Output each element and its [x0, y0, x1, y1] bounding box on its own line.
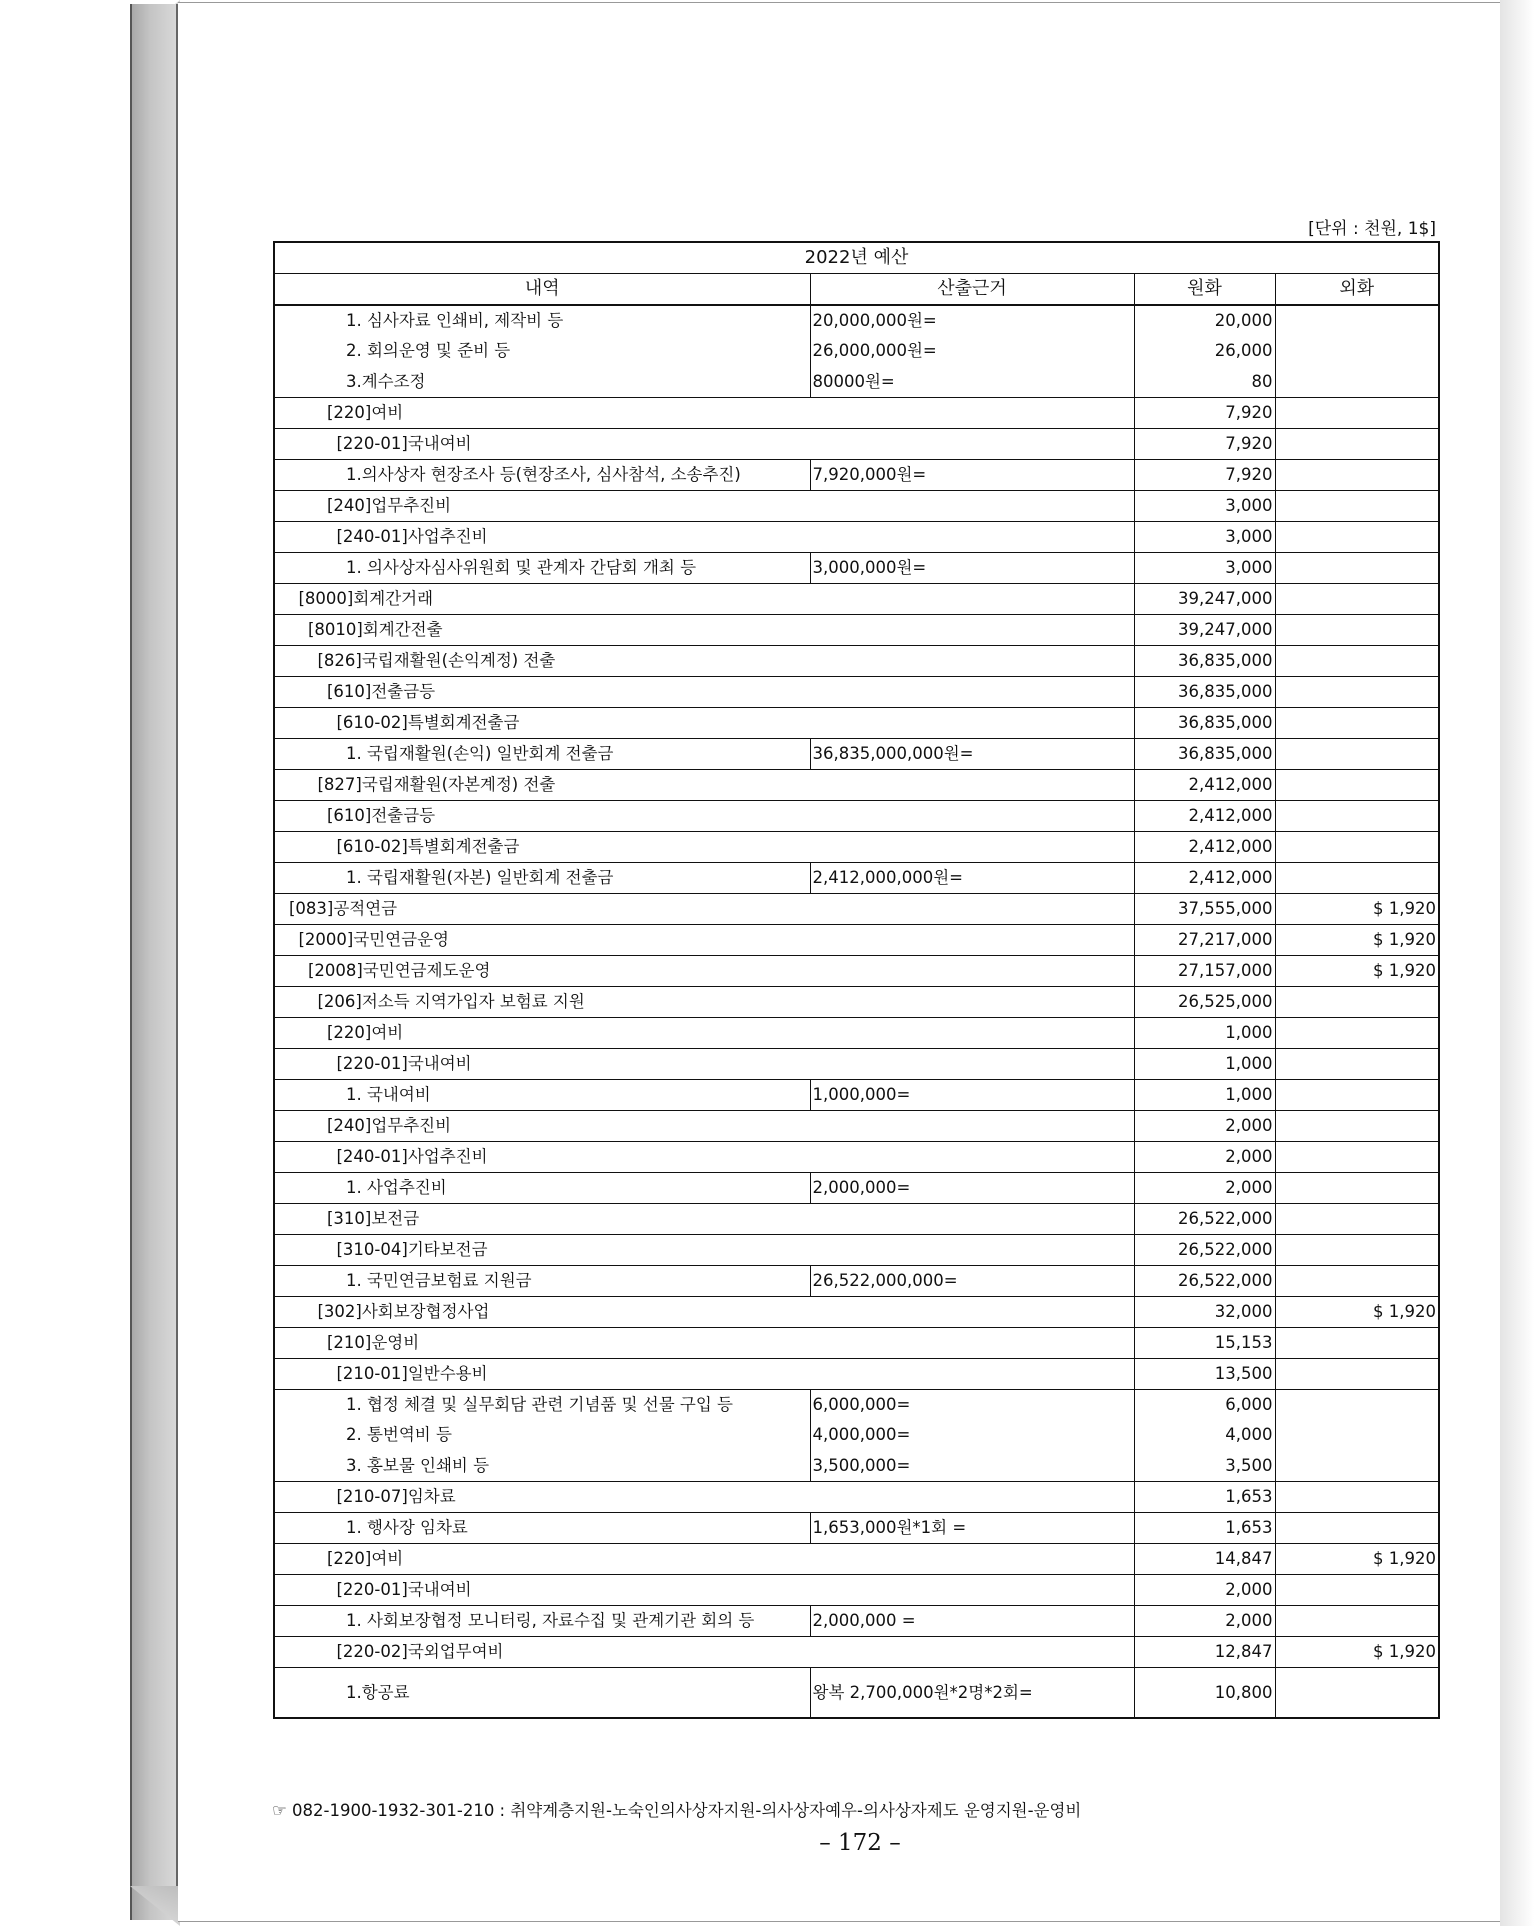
- row-krw-amount: 7,920: [1134, 459, 1275, 490]
- row-description: [2008]국민연금제도운영: [274, 955, 1134, 986]
- row-description: 1. 국립재활원(자본) 일반회계 전출금: [274, 862, 810, 893]
- row-krw-amount: 39,247,000: [1134, 583, 1275, 614]
- row-description: [8010]회계간전출: [274, 614, 1134, 645]
- row-krw-amount: 3,000: [1134, 521, 1275, 552]
- table-row: [274, 1265, 1439, 1296]
- row-description: [220-01]국내여비: [274, 1574, 1134, 1605]
- table-row: [274, 924, 1439, 955]
- row-description: [302]사회보장협정사업: [274, 1296, 1134, 1327]
- table-row: [274, 1296, 1439, 1327]
- budget-table: [273, 241, 1440, 1719]
- row-fx-amount: [1275, 769, 1439, 800]
- table-row: [274, 1048, 1439, 1079]
- row-krw-amount: 1,000: [1134, 1079, 1275, 1110]
- row-description: 1. 사회보장협정 모니터링, 자료수집 및 관계기관 회의 등: [274, 1605, 810, 1636]
- row-fx-amount: [1275, 738, 1439, 769]
- row-fx-amount: [1275, 1017, 1439, 1048]
- row-description: 1. 국립재활원(손익) 일반회계 전출금: [274, 738, 810, 769]
- row-krw-amount: 3,000: [1134, 552, 1275, 583]
- column-header-fx: 외화: [1275, 274, 1439, 306]
- row-basis: 왕복 2,700,000원*2명*2회=: [810, 1667, 1134, 1718]
- row-basis: 2,000,000=: [810, 1172, 1134, 1203]
- row-fx-amount: [1275, 676, 1439, 707]
- row-fx-amount: [1275, 1265, 1439, 1296]
- row-krw-amount: 13,500: [1134, 1358, 1275, 1389]
- row-description: [827]국립재활원(자본계정) 전출: [274, 769, 1134, 800]
- row-basis: 36,835,000,000원=: [810, 738, 1134, 769]
- row-fx-amount: [1275, 552, 1439, 583]
- table-row: [274, 490, 1439, 521]
- row-krw-amount: 1,653: [1134, 1481, 1275, 1512]
- row-fx-amount: [1275, 1420, 1439, 1451]
- table-row: [274, 1420, 1439, 1451]
- row-description: 3.계수조정: [346, 371, 426, 391]
- row-description: [8000]회계간거래: [274, 583, 1134, 614]
- table-row: [274, 1512, 1439, 1543]
- row-description: [083]공적연금: [274, 893, 1134, 924]
- column-header-basis: 산출근거: [810, 274, 1134, 306]
- row-description: [610-02]특별회계전출금: [274, 707, 1134, 738]
- row-description: 1. 사업추진비: [274, 1172, 810, 1203]
- row-description: [826]국립재활원(손익계정) 전출: [274, 645, 1134, 676]
- row-krw-amount: 14,847: [1134, 1543, 1275, 1574]
- table-row: [274, 1605, 1439, 1636]
- row-description: [240-01]사업추진비: [274, 521, 1134, 552]
- row-description: 1.항공료: [274, 1667, 810, 1718]
- table-row: [274, 1543, 1439, 1574]
- table-row: [274, 676, 1439, 707]
- row-basis: 4,000,000=: [810, 1420, 1134, 1451]
- table-row: [274, 1481, 1439, 1512]
- table-row: [274, 305, 1439, 336]
- row-krw-amount: 2,412,000: [1134, 831, 1275, 862]
- row-krw-amount: 7,920: [1134, 397, 1275, 428]
- row-fx-amount: [1275, 305, 1439, 336]
- table-row: [274, 1079, 1439, 1110]
- row-fx-amount: [1275, 1048, 1439, 1079]
- table-row: [274, 1203, 1439, 1234]
- row-description: [220]여비: [274, 397, 1134, 428]
- row-krw-amount: 27,157,000: [1134, 955, 1275, 986]
- row-description: 2. 회의운영 및 준비 등: [346, 341, 511, 361]
- row-fx-amount: [1275, 367, 1439, 398]
- row-basis: 26,522,000,000=: [810, 1265, 1134, 1296]
- row-fx-amount: [1275, 428, 1439, 459]
- row-description: [240]업무추진비: [274, 490, 1134, 521]
- row-krw-amount: 26,000: [1134, 336, 1275, 367]
- row-description: [210]운영비: [274, 1327, 1134, 1358]
- row-krw-amount: 2,000: [1134, 1172, 1275, 1203]
- row-fx-amount: [1275, 1079, 1439, 1110]
- row-description: 1. 국민연금보험료 지원금: [274, 1265, 810, 1296]
- row-description: [220-02]국외업무여비: [274, 1636, 1134, 1667]
- row-description: [310]보전금: [274, 1203, 1134, 1234]
- row-krw-amount: 2,000: [1134, 1574, 1275, 1605]
- row-krw-amount: 2,412,000: [1134, 800, 1275, 831]
- table-row: [274, 955, 1439, 986]
- row-description: [610]전출금등: [274, 676, 1134, 707]
- row-description: [206]저소득 지역가입자 보험료 지원: [274, 986, 1134, 1017]
- row-basis: 26,000,000원=: [810, 336, 1134, 367]
- row-krw-amount: 80: [1134, 367, 1275, 398]
- row-fx-amount: $ 1,920: [1275, 924, 1439, 955]
- row-krw-amount: 3,000: [1134, 490, 1275, 521]
- row-fx-amount: [1275, 1481, 1439, 1512]
- table-row: [274, 893, 1439, 924]
- row-description: [210-07]임차료: [274, 1481, 1134, 1512]
- row-description: [240-01]사업추진비: [274, 1141, 1134, 1172]
- row-fx-amount: $ 1,920: [1275, 893, 1439, 924]
- row-fx-amount: [1275, 614, 1439, 645]
- row-basis: 20,000,000원=: [810, 305, 1134, 336]
- row-krw-amount: 26,522,000: [1134, 1203, 1275, 1234]
- row-krw-amount: 10,800: [1134, 1667, 1275, 1718]
- row-description: [220-01]국내여비: [274, 1048, 1134, 1079]
- row-krw-amount: 7,920: [1134, 428, 1275, 459]
- row-description: [210-01]일반수용비: [274, 1358, 1134, 1389]
- table-row: [274, 1172, 1439, 1203]
- row-fx-amount: [1275, 397, 1439, 428]
- table-row: [274, 1017, 1439, 1048]
- row-fx-amount: [1275, 1358, 1439, 1389]
- row-fx-amount: [1275, 1234, 1439, 1265]
- table-row: [274, 336, 1439, 367]
- row-fx-amount: [1275, 707, 1439, 738]
- row-fx-amount: [1275, 986, 1439, 1017]
- row-description: 3. 홍보물 인쇄비 등: [346, 1455, 490, 1475]
- row-krw-amount: 26,522,000: [1134, 1234, 1275, 1265]
- table-row: [274, 1141, 1439, 1172]
- table-row: [274, 1574, 1439, 1605]
- row-fx-amount: [1275, 459, 1439, 490]
- row-krw-amount: 36,835,000: [1134, 707, 1275, 738]
- table-row: [274, 428, 1439, 459]
- row-description: [2000]국민연금운영: [274, 924, 1134, 955]
- row-fx-amount: $ 1,920: [1275, 1296, 1439, 1327]
- table-row: [274, 769, 1439, 800]
- row-basis: 6,000,000=: [810, 1389, 1134, 1420]
- row-krw-amount: 32,000: [1134, 1296, 1275, 1327]
- row-description: 2. 통번역비 등: [346, 1425, 452, 1445]
- table-row: [274, 1110, 1439, 1141]
- table-title: 2022년 예산: [274, 242, 1439, 274]
- row-basis: 7,920,000원=: [810, 459, 1134, 490]
- row-basis: 3,000,000원=: [810, 552, 1134, 583]
- table-row: [274, 397, 1439, 428]
- row-krw-amount: 1,000: [1134, 1048, 1275, 1079]
- row-krw-amount: 2,000: [1134, 1110, 1275, 1141]
- row-krw-amount: 3,500: [1134, 1451, 1275, 1482]
- row-fx-amount: [1275, 1574, 1439, 1605]
- row-fx-amount: [1275, 831, 1439, 862]
- row-fx-amount: [1275, 645, 1439, 676]
- table-row: [274, 1636, 1439, 1667]
- row-krw-amount: 1,653: [1134, 1512, 1275, 1543]
- row-fx-amount: [1275, 1172, 1439, 1203]
- row-krw-amount: 12,847: [1134, 1636, 1275, 1667]
- row-basis: 2,000,000 =: [810, 1605, 1134, 1636]
- row-fx-amount: [1275, 1327, 1439, 1358]
- row-krw-amount: 36,835,000: [1134, 738, 1275, 769]
- row-basis: 1,000,000=: [810, 1079, 1134, 1110]
- row-krw-amount: 36,835,000: [1134, 676, 1275, 707]
- row-basis: 3,500,000=: [810, 1451, 1134, 1482]
- unit-label: [단위 : 천원, 1$]: [1308, 219, 1436, 239]
- row-fx-amount: [1275, 583, 1439, 614]
- row-basis: 2,412,000,000원=: [810, 862, 1134, 893]
- row-fx-amount: [1275, 1605, 1439, 1636]
- table-row: [274, 862, 1439, 893]
- table-row: [274, 583, 1439, 614]
- column-header-desc: 내역: [274, 274, 810, 306]
- row-description: 1. 국내여비: [274, 1079, 810, 1110]
- table-row: [274, 645, 1439, 676]
- row-description: 1. 심사자료 인쇄비, 제작비 등: [346, 311, 564, 330]
- row-fx-amount: [1275, 490, 1439, 521]
- row-description: 1.의사상자 현장조사 등(현장조사, 심사참석, 소송추진): [274, 459, 810, 490]
- row-fx-amount: [1275, 1110, 1439, 1141]
- row-fx-amount: [1275, 1512, 1439, 1543]
- row-fx-amount: [1275, 862, 1439, 893]
- row-fx-amount: [1275, 1389, 1439, 1420]
- row-krw-amount: 26,525,000: [1134, 986, 1275, 1017]
- table-row: [274, 1327, 1439, 1358]
- row-krw-amount: 26,522,000: [1134, 1265, 1275, 1296]
- row-krw-amount: 4,000: [1134, 1420, 1275, 1451]
- table-body: [274, 305, 1439, 1718]
- row-fx-amount: [1275, 1141, 1439, 1172]
- row-fx-amount: [1275, 1451, 1439, 1482]
- row-krw-amount: 39,247,000: [1134, 614, 1275, 645]
- row-krw-amount: 27,217,000: [1134, 924, 1275, 955]
- row-krw-amount: 36,835,000: [1134, 645, 1275, 676]
- row-krw-amount: 20,000: [1134, 305, 1275, 336]
- table-row: [274, 831, 1439, 862]
- row-krw-amount: 1,000: [1134, 1017, 1275, 1048]
- page-number: – 172 –: [819, 1830, 901, 1856]
- row-basis: 80000원=: [810, 367, 1134, 398]
- row-description: [220]여비: [274, 1017, 1134, 1048]
- row-fx-amount: [1275, 1203, 1439, 1234]
- row-description: [220]여비: [274, 1543, 1134, 1574]
- row-krw-amount: 37,555,000: [1134, 893, 1275, 924]
- row-fx-amount: [1275, 521, 1439, 552]
- row-krw-amount: 15,153: [1134, 1327, 1275, 1358]
- table-row: [274, 1667, 1439, 1718]
- row-description: [220-01]국내여비: [274, 428, 1134, 459]
- table-row: [274, 1389, 1439, 1420]
- table-row: [274, 521, 1439, 552]
- page-shadow: [1500, 0, 1534, 1926]
- row-description: [240]업무추진비: [274, 1110, 1134, 1141]
- column-header-krw: 원화: [1134, 274, 1275, 306]
- table-row: [274, 459, 1439, 490]
- table-row: [274, 1234, 1439, 1265]
- table-row: [274, 738, 1439, 769]
- row-fx-amount: $ 1,920: [1275, 1543, 1439, 1574]
- table-row: [274, 986, 1439, 1017]
- row-description: 1. 의사상자심사위원회 및 관계자 간담회 개최 등: [274, 552, 810, 583]
- table-row: [274, 614, 1439, 645]
- row-description: [610]전출금등: [274, 800, 1134, 831]
- row-krw-amount: 2,412,000: [1134, 769, 1275, 800]
- row-fx-amount: $ 1,920: [1275, 1636, 1439, 1667]
- table-row: [274, 552, 1439, 583]
- row-description: [610-02]특별회계전출금: [274, 831, 1134, 862]
- table-row: [274, 707, 1439, 738]
- footnote: ☞ 082-1900-1932-301-210 : 취약계층지원-노숙인의사상자지원-의사상자예우-의사상자제도 운영지원-운영비: [272, 1801, 1082, 1820]
- row-fx-amount: [1275, 336, 1439, 367]
- row-description: 1. 행사장 임차료: [274, 1512, 810, 1543]
- row-krw-amount: 2,000: [1134, 1605, 1275, 1636]
- row-description: [310-04]기타보전금: [274, 1234, 1134, 1265]
- row-krw-amount: 6,000: [1134, 1389, 1275, 1420]
- row-fx-amount: $ 1,920: [1275, 955, 1439, 986]
- row-description: 1. 협정 체결 및 실무회담 관련 기념품 및 선물 구입 등: [274, 1389, 810, 1420]
- table-row: [274, 367, 1439, 398]
- row-basis: 1,653,000원*1회 =: [810, 1512, 1134, 1543]
- book-spine: [130, 4, 178, 1920]
- row-fx-amount: [1275, 1667, 1439, 1718]
- row-krw-amount: 2,000: [1134, 1141, 1275, 1172]
- table-row: [274, 800, 1439, 831]
- row-fx-amount: [1275, 800, 1439, 831]
- table-row: [274, 1358, 1439, 1389]
- row-krw-amount: 2,412,000: [1134, 862, 1275, 893]
- table-row: [274, 1451, 1439, 1482]
